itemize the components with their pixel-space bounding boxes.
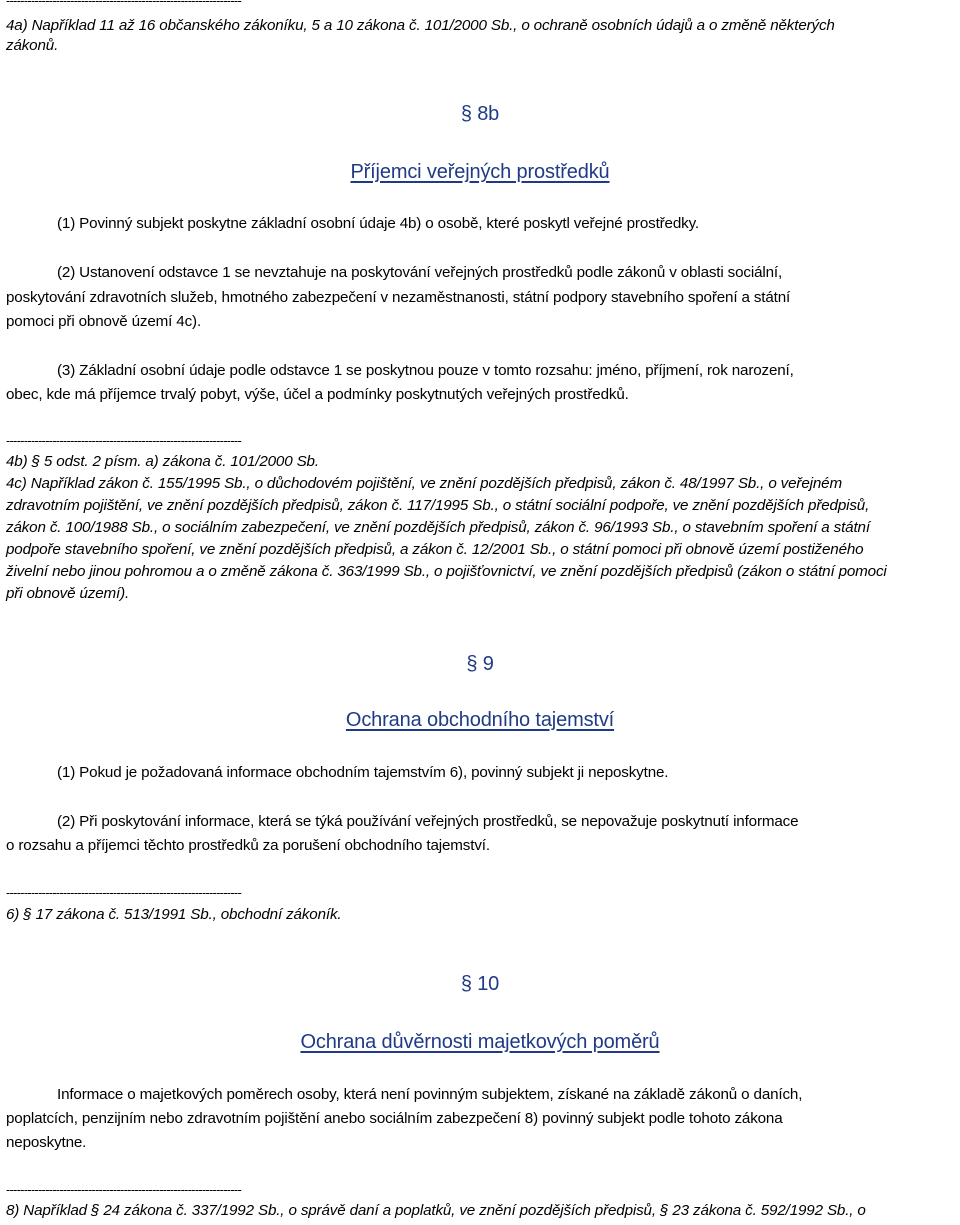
section-8b-paragraph-2-line-3: pomoci při obnově území 4c).: [6, 313, 202, 330]
footnote-4c-line-6: při obnově území).: [6, 585, 130, 602]
section-8b-paragraph-2-line-2: poskytování zdravotních služeb, hmotného zabezpečení v nezaměstnanosti, státní podpory stavebního spoření a státní: [6, 289, 791, 306]
footnote-4c-line-4: podpoře stavebního spoření, ve znění pozdějších předpisů, a zákon č. 12/2001 Sb., o státní pomoci při obnově území postiženého: [6, 541, 864, 558]
section-10-number: § 10: [460, 973, 500, 995]
footnote-4c-line-2: zdravotním pojištění, ve znění pozdějších předpisů, zákon č. 117/1995 Sb., o státní sociální podpoře, ve znění pozdějších předpisů,: [6, 497, 870, 514]
section-10-heading: Ochrana důvěrnosti majetkových poměrů: [300, 1031, 660, 1053]
section-10-paragraph-line-1: Informace o majetkových poměrech osoby, která není povinným subjektem, získané na základě zákonů o daních,: [57, 1086, 803, 1103]
footnote-4b: 4b) § 5 odst. 2 písm. a) zákona č. 101/2000 Sb.: [6, 453, 319, 470]
section-9-paragraph-1: (1) Pokud je požadovaná informace obchodním tajemstvím 6), povinný subjekt ji neposkytne.: [57, 764, 669, 781]
footnote-rule: ------------------------------------------------------------------: [6, 1183, 242, 1197]
section-8b-number: § 8b: [460, 103, 500, 125]
footnote-4c-line-5: živelní nebo jinou pohromou a o změně zákona č. 363/1999 Sb., o pojišťovnictví, ve znění pozdějších předpisů (zákon o státní pomoci: [6, 563, 887, 580]
section-8b-paragraph-3-line-2: obec, kde má příjemce trvalý pobyt, výše, účel a podmínky poskytnutých veřejných prostředků.: [6, 386, 629, 403]
section-8b-heading: Příjemci veřejných prostředků: [350, 161, 610, 183]
section-9-paragraph-2-line-1: (2) Při poskytování informace, která se týká používání veřejných prostředků, se nepovažuje poskytnutí informace: [57, 813, 799, 830]
footnote-4a-line-2: zákonů.: [6, 37, 59, 54]
section-9-paragraph-2-line-2: o rozsahu a příjemci těchto prostředků za porušení obchodního tajemství.: [6, 837, 490, 854]
footnote-4c-line-1: 4c) Například zákon č. 155/1995 Sb., o důchodovém pojištění, ve znění pozdějších předpisů, zákon č. 48/1997 Sb., o veřejném: [6, 475, 842, 492]
section-8b-paragraph-3-line-1: (3) Základní osobní údaje podle odstavce 1 se poskytnou pouze v tomto rozsahu: jméno, příjmení, rok narození,: [57, 362, 794, 379]
footnote-rule: ------------------------------------------------------------------: [6, 434, 242, 448]
footnote-4c-line-3: zákon č. 100/1988 Sb., o sociálním zabezpečení, ve znění pozdějších předpisů, zákon č. 96/1993 Sb., o stavebním spoření a státní: [6, 519, 870, 536]
footnote-rule: ------------------------------------------------------------------: [6, 886, 242, 900]
section-10-paragraph-line-3: neposkytne.: [6, 1134, 87, 1151]
footnote-8: 8) Například § 24 zákona č. 337/1992 Sb., o správě daní a poplatků, ve znění pozdějších předpisů, § 23 zákona č. 592/1992 Sb., o: [6, 1202, 866, 1219]
section-9-number: § 9: [466, 653, 494, 675]
section-9-heading: Ochrana obchodního tajemství: [345, 709, 615, 731]
section-8b-paragraph-1: (1) Povinný subjekt poskytne základní osobní údaje 4b) o osobě, které poskytl veřejné prostředky.: [57, 215, 699, 232]
section-8b-paragraph-2-line-1: (2) Ustanovení odstavce 1 se nevztahuje na poskytování veřejných prostředků podle zákonů v oblasti sociální,: [57, 264, 783, 281]
footnote-6: 6) § 17 zákona č. 513/1991 Sb., obchodní zákoník.: [6, 906, 342, 923]
footnote-rule: ------------------------------------------------------------------: [6, 0, 242, 8]
section-10-paragraph-line-2: poplatcích, penzijním nebo zdravotním pojištění anebo sociálním zabezpečení 8) povinný subjekt podle tohoto zákona: [6, 1110, 783, 1127]
footnote-4a-line-1: 4a) Například 11 až 16 občanského zákoníku, 5 a 10 zákona č. 101/2000 Sb., o ochraně osobních údajů a o změně některých: [6, 17, 835, 34]
